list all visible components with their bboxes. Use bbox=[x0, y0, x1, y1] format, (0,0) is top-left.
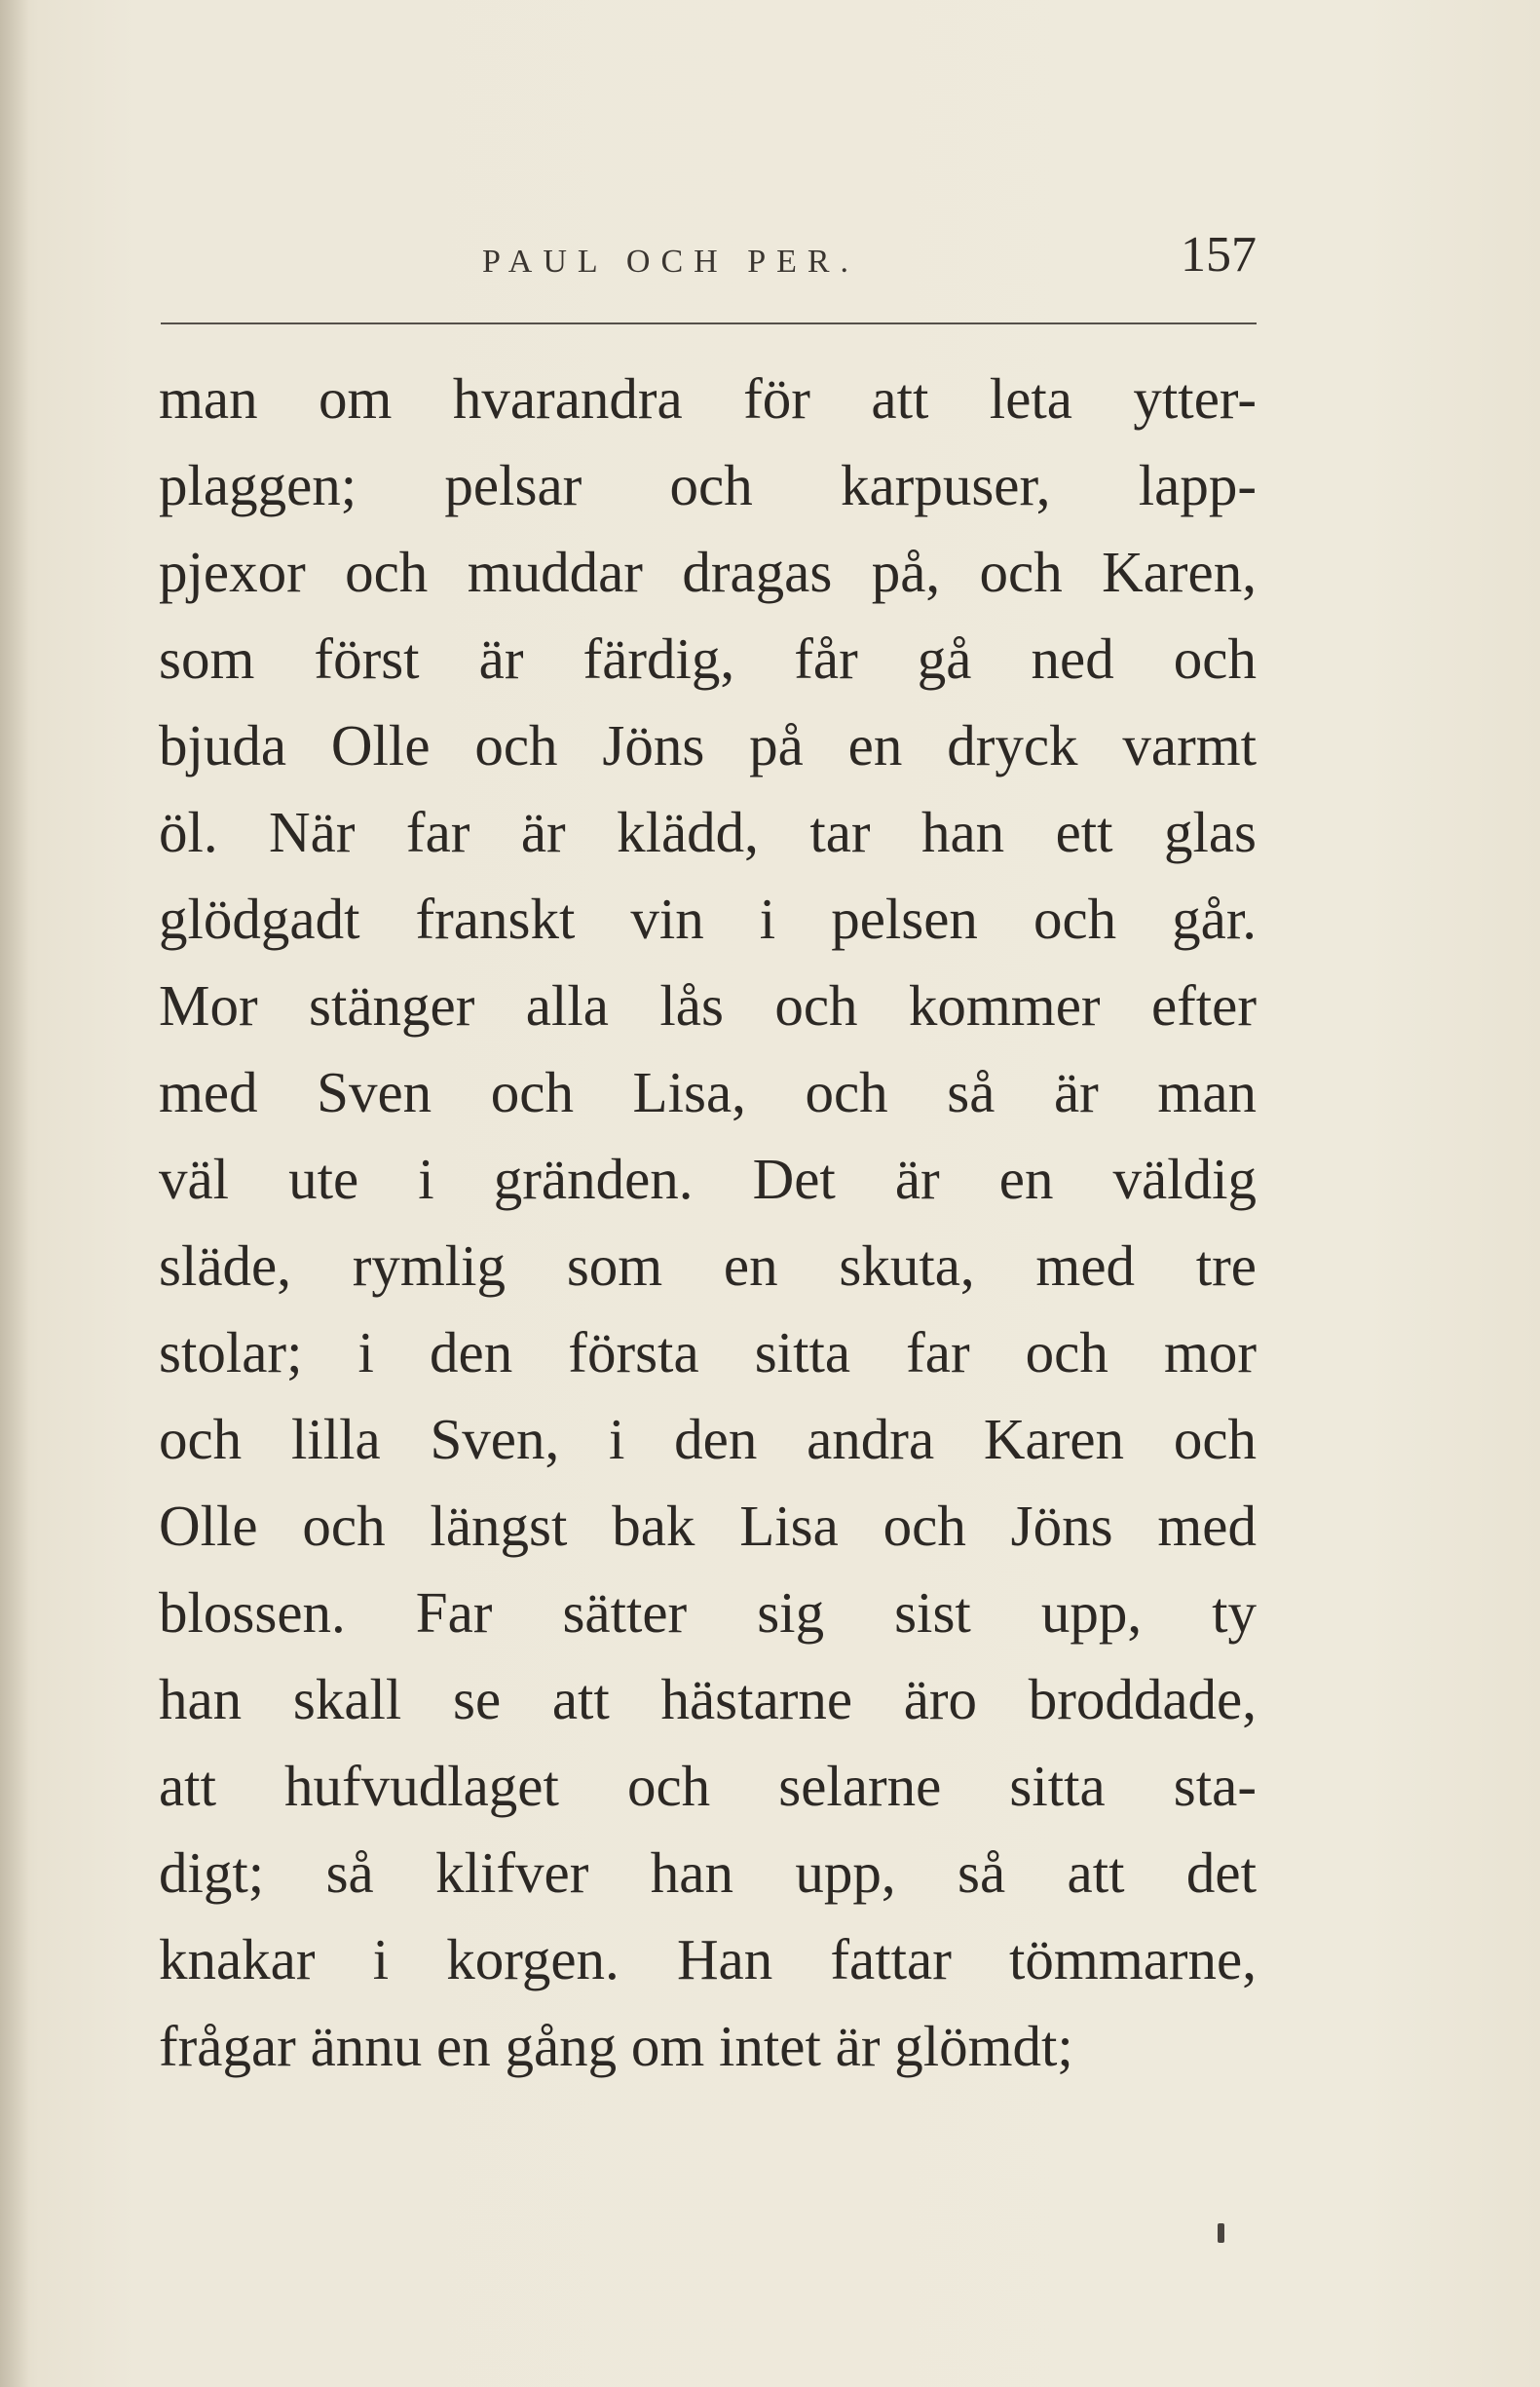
text-line: han skall se att hästarne äro broddade, bbox=[159, 1667, 1257, 1731]
text-line: att hufvudlaget och selarne sitta sta- bbox=[159, 1754, 1257, 1818]
text-line: digt; så klifver han upp, så att det bbox=[159, 1840, 1257, 1905]
ink-speck bbox=[1218, 2223, 1224, 2243]
text-line: glödgadt franskt vin i pelsen och går. bbox=[159, 887, 1257, 951]
text-line: som först är färdig, får gå ned och bbox=[159, 626, 1257, 691]
text-line: väl ute i gränden. Det är en väldig bbox=[159, 1147, 1257, 1211]
running-title: PAUL OCH PER. bbox=[482, 244, 860, 280]
page-header bbox=[161, 222, 1257, 290]
text-line: Mor stänger alla lås och kommer efter bbox=[159, 973, 1257, 1038]
body-text bbox=[159, 356, 1257, 2090]
text-line: knakar i korgen. Han fattar tömmarne, bbox=[159, 1927, 1257, 1991]
text-line: Olle och längst bak Lisa och Jöns med bbox=[159, 1494, 1257, 1558]
text-line: man om hvarandra för att leta ytter- bbox=[159, 366, 1257, 431]
text-line: med Sven och Lisa, och så är man bbox=[159, 1060, 1257, 1124]
text-line: öl. När far är klädd, tar han ett glas bbox=[159, 800, 1257, 864]
text-line: blossen. Far sätter sig sist upp, ty bbox=[159, 1580, 1257, 1645]
text-line: plaggen; pelsar och karpuser, lapp- bbox=[159, 453, 1257, 517]
header-rule bbox=[161, 322, 1257, 324]
gutter-shadow bbox=[0, 0, 29, 2387]
text-line: och lilla Sven, i den andra Karen och bbox=[159, 1407, 1257, 1471]
text-line: frågar ännu en gång om intet är glömdt; bbox=[159, 2014, 1073, 2078]
page-number: 157 bbox=[1181, 227, 1257, 283]
text-line: pjexor och muddar dragas på, och Karen, bbox=[159, 540, 1257, 604]
text-line: bjuda Olle och Jöns på en dryck varmt bbox=[159, 713, 1257, 777]
text-line: släde, rymlig som en skuta, med tre bbox=[159, 1233, 1257, 1298]
text-line: stolar; i den första sitta far och mor bbox=[159, 1320, 1257, 1384]
